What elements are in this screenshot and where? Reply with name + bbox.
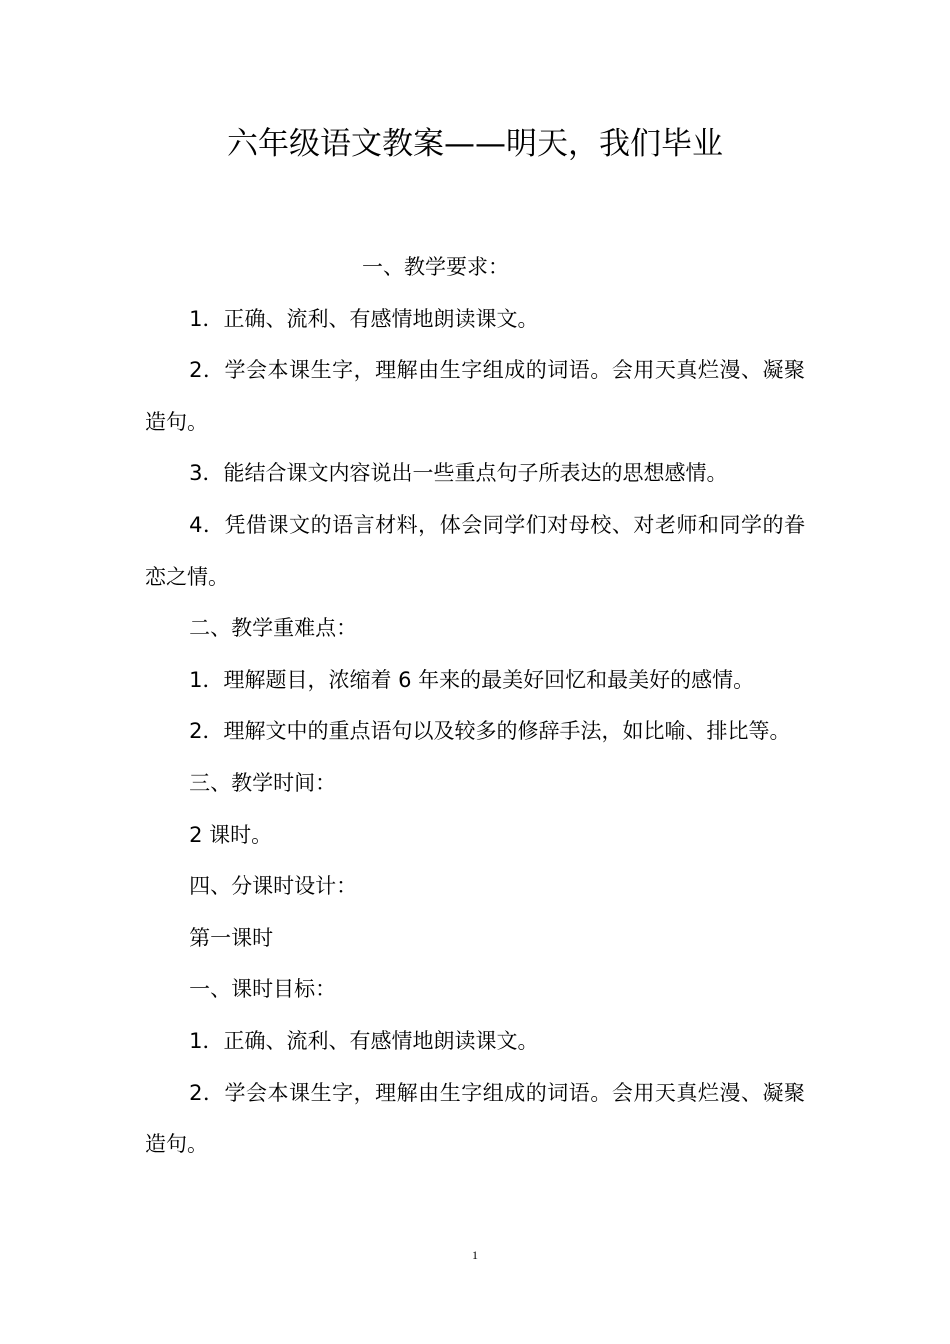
- requirement-2: 2．学会本课生字，理解由生字组成的词语。会用天真烂漫、凝聚造句。: [145, 358, 805, 434]
- key-point-1: 1．理解题目，浓缩着 6 年来的最美好回忆和最美好的感情。: [189, 667, 755, 692]
- objective-1: 1．正确、流利、有感情地朗读课文。: [189, 1028, 539, 1053]
- teaching-time: 2 课时。: [189, 822, 273, 847]
- document-body: [145, 242, 805, 1171]
- requirement-3: 3．能结合课文内容说出一些重点句子所表达的思想感情。: [189, 461, 728, 486]
- section-heading-requirements: 一、教学要求：: [362, 255, 509, 279]
- objective-2: 2．学会本课生字，理解由生字组成的词语。会用天真烂漫、凝聚造句。: [145, 1080, 805, 1157]
- document-title: 六年级语文教案——明天，我们毕业: [227, 126, 723, 162]
- page-number: 1: [472, 1248, 478, 1262]
- key-point-2: 2．理解文中的重点语句以及较多的修辞手法，如比喻、排比等。: [189, 719, 791, 744]
- section-heading-objectives: 一、课时目标：: [189, 977, 337, 1002]
- requirement-4: 4．凭借课文的语言材料，体会同学们对母校、对老师和同学的眷恋之情。: [145, 512, 805, 589]
- lesson-one-label: 第一课时: [189, 925, 274, 950]
- section-heading-lesson-design: 四、分课时设计：: [189, 874, 358, 899]
- section-heading-time: 三、教学时间：: [189, 770, 337, 795]
- requirement-1: 1．正确、流利、有感情地朗读课文。: [189, 306, 539, 331]
- section-heading-key-points: 二、教学重难点：: [189, 616, 358, 641]
